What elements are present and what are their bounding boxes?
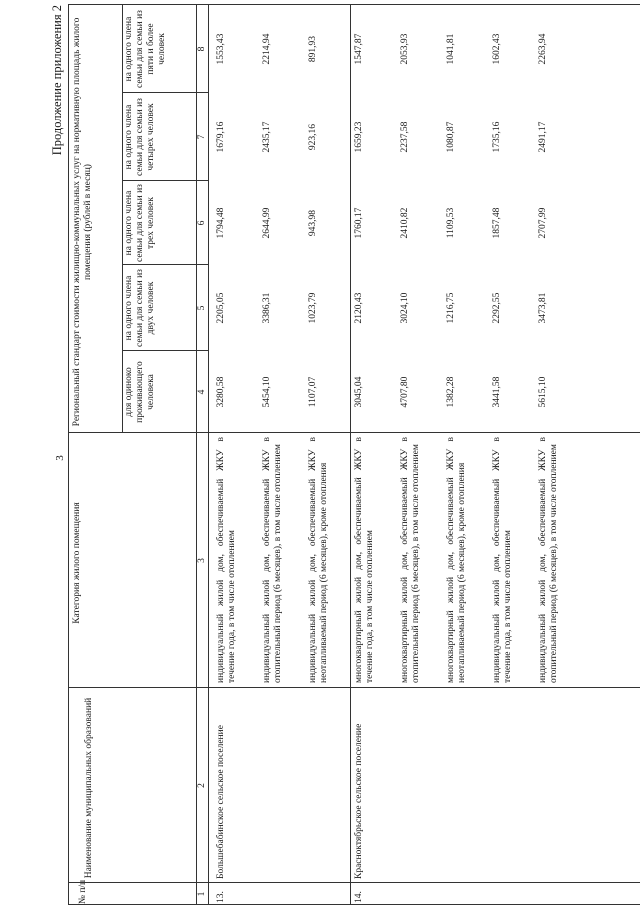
- row-value: 2435,17: [262, 121, 272, 153]
- header-subcol-5: на одного члена семьи для семьи из пяти и более человек: [124, 10, 167, 88]
- rule-v-subcol-3: [122, 264, 208, 265]
- row-category: многоквартирный жилой дом, обеспечиваемый ЖКУ в течение года, в том числе отоплением: [354, 437, 375, 683]
- rule-header-mid: [122, 5, 123, 433]
- row-municipality: Большебабинское сельское поселение: [216, 725, 226, 879]
- row-value: 2491,17: [538, 121, 548, 153]
- col-number-6: 6: [197, 220, 207, 226]
- col-number-7: 7: [197, 134, 207, 140]
- rule-colnums-bottom: [208, 5, 209, 905]
- row-category: многоквартирный жилой дом, обеспечиваемый ЖКУ в неотапливаемый период (6 месяцев), кроме отопления: [446, 437, 467, 683]
- header-standard-title: Региональный стандарт стоимости жилищно-коммунальных услуг на нормативную площадь жилого помещения (рублей в месяц): [72, 17, 93, 427]
- header-subcol-2: на одного члена семьи для семьи из двух человек: [124, 269, 156, 347]
- header-no: № п/п: [78, 879, 88, 905]
- header-subcol-1: для одиноко проживающего человека: [124, 361, 156, 423]
- row-value: 2053,93: [400, 33, 410, 65]
- header-municipality: Наименование муниципальных образований: [84, 697, 94, 879]
- row-no: 13.: [216, 891, 226, 903]
- row-value: 2237,58: [400, 121, 410, 153]
- row-value: 2263,94: [538, 33, 548, 65]
- row-category: многоквартирный жилой дом, обеспечиваемый ЖКУ в отопительный период (6 месяцев), в том числе отоплением: [400, 437, 421, 683]
- col-number-1: 1: [197, 891, 207, 897]
- row-value: 1216,75: [446, 292, 456, 324]
- row-value: 3280,58: [216, 376, 226, 408]
- row-municipality: Красноктябрьское сельское поселение: [354, 723, 364, 879]
- row-value: 1547,87: [354, 33, 364, 65]
- row-value: 1041,81: [446, 33, 456, 65]
- rule-v-municipality: [68, 687, 640, 688]
- row-value: 5615,10: [538, 376, 548, 408]
- col-number-4: 4: [197, 389, 207, 395]
- col-number-3: 3: [197, 558, 207, 563]
- rule-row-separator: [350, 5, 351, 905]
- row-value: 891,93: [308, 35, 318, 63]
- row-value: 2214,94: [262, 33, 272, 65]
- row-value: 3441,58: [492, 376, 502, 408]
- row-value: 3024,10: [400, 292, 410, 324]
- row-value: 2120,43: [354, 292, 364, 324]
- row-value: 1679,16: [216, 121, 226, 153]
- page-number: 3: [54, 455, 66, 461]
- row-value: 2644,99: [262, 207, 272, 239]
- row-no: 14.: [354, 891, 364, 903]
- col-number-5: 5: [197, 305, 207, 311]
- rule-table-top: [68, 5, 69, 905]
- col-number-2: 2: [197, 783, 207, 788]
- rule-v-subcol-2: [122, 350, 208, 351]
- row-value: 1857,48: [492, 207, 502, 239]
- row-value: 3386,31: [262, 292, 272, 324]
- rule-v-subcol-1: [122, 432, 208, 433]
- row-value: 1109,53: [446, 207, 456, 239]
- rule-v-subcol-5: [122, 92, 208, 93]
- row-value: 1794,48: [216, 207, 226, 239]
- row-value: 1107,07: [308, 376, 318, 408]
- rotated-table-page: [0, 5, 640, 905]
- row-category: индивидуальный жилой дом, обеспечиваемый ЖКУ в неотапливаемый период (6 месяцев), кроме отопления: [308, 437, 329, 683]
- row-category: индивидуальный жилой дом, обеспечиваемый ЖКУ в течение года, в том числе отоплением: [216, 437, 237, 683]
- rule-v-subcol-4: [122, 180, 208, 181]
- row-value: 1080,87: [446, 121, 456, 153]
- row-value: 1382,28: [446, 376, 456, 408]
- header-subcol-3: на одного члена семьи для семьи из трех человек: [124, 184, 156, 262]
- row-value: 2707,99: [538, 207, 548, 239]
- row-category: индивидуальный жилой дом, обеспечиваемый ЖКУ в отопительный период (6 месяцев), в том числе отоплением: [538, 437, 559, 683]
- row-value: 1659,23: [354, 121, 364, 153]
- row-value: 1602,43: [492, 33, 502, 65]
- row-value: 1023,79: [308, 292, 318, 324]
- continuation-title: Продолжение приложения 2: [50, 5, 64, 156]
- row-value: 1735,16: [492, 121, 502, 153]
- row-value: 2292,55: [492, 292, 502, 324]
- row-value: 2205,05: [216, 292, 226, 324]
- header-category: Категория жилого помещения: [72, 502, 82, 624]
- row-value: 3045,04: [354, 376, 364, 408]
- row-value: 3473,81: [538, 292, 548, 324]
- row-value: 2410,82: [400, 207, 410, 239]
- row-value: 4707,80: [400, 376, 410, 408]
- header-subcol-4: на одного члена семьи для семьи из четырех человек: [124, 98, 156, 176]
- row-value: 1760,17: [354, 207, 364, 239]
- row-value: 923,16: [308, 123, 318, 151]
- row-value: 5454,10: [262, 376, 272, 408]
- row-category: индивидуальный жилой дом, обеспечиваемый ЖКУ в отопительный период (6 месяцев), в том числе отоплением: [262, 437, 283, 683]
- row-value: 1553,43: [216, 33, 226, 65]
- row-category: индивидуальный жилой дом, обеспечиваемый ЖКУ в течение года, в том числе отоплением: [492, 437, 513, 683]
- col-number-8: 8: [197, 46, 207, 52]
- row-value: 943,98: [308, 209, 318, 237]
